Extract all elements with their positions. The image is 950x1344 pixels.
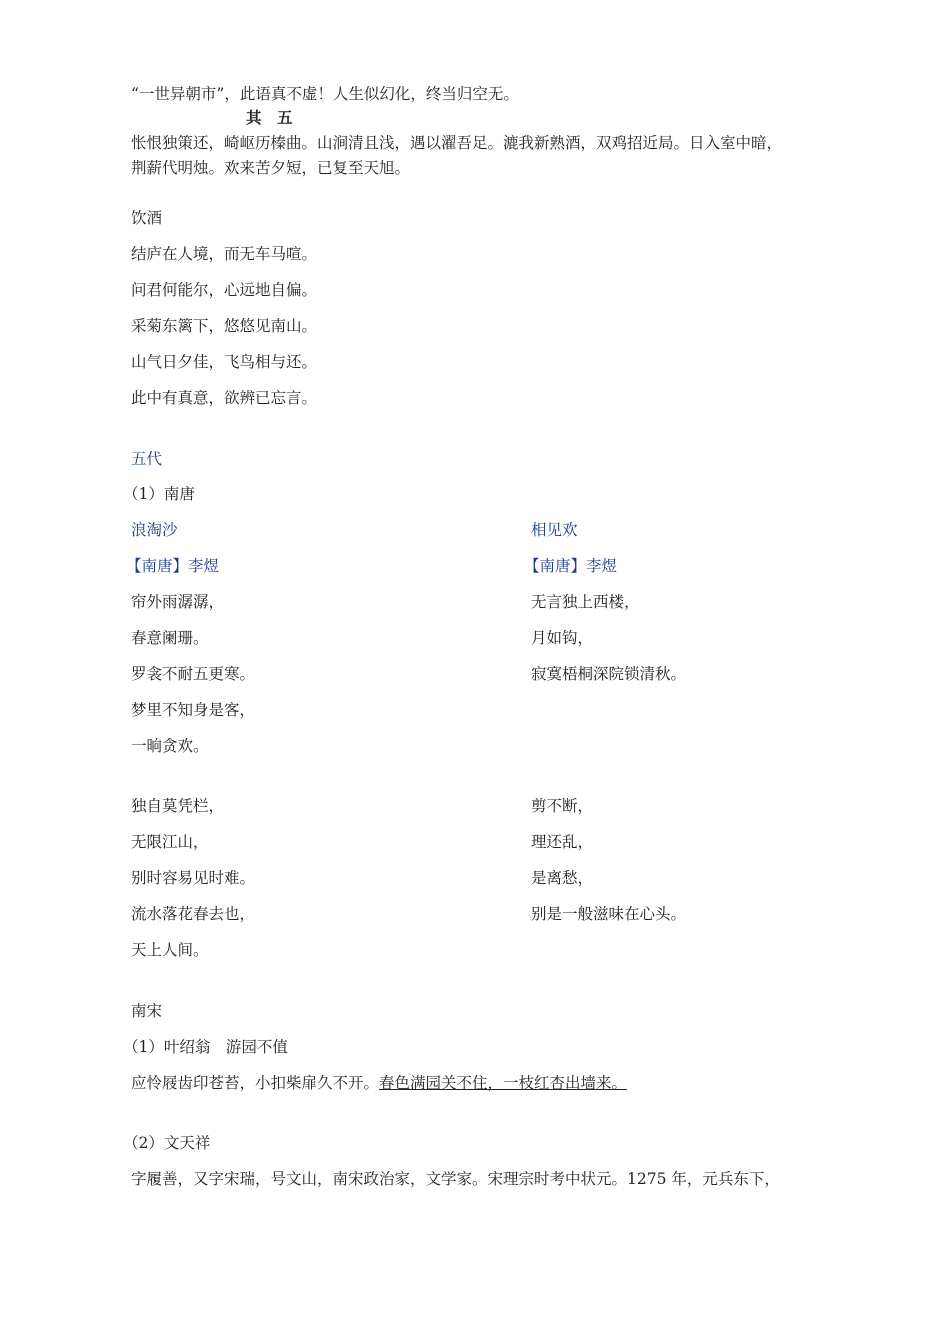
poem-author: 【南唐】李煜 [524,557,618,575]
poem-line: “一世异朝市”，此语真不虚！人生似幻化，终当归空无。 [131,85,519,103]
poem-line: 一晌贪欢。 [131,737,209,755]
subsection-heading: （1）叶绍翁 游园不值 [123,1038,288,1056]
poem-line: 无限江山， [131,833,209,851]
poem-line [131,1073,627,1093]
poem-text: 应怜屐齿印苍苔，小扣柴扉久不开。 [131,1074,380,1092]
underlined-poem-text: 春色满园关不住，一枝红杏出墙来。 [379,1074,628,1092]
poem-line: 结庐在人境，而无车马喧。 [131,245,318,263]
poem-line: 别时容易见时难。 [131,869,256,887]
poem-line: 怅恨独策还，崎岖历榛曲。山涧清且浅，遇以濯吾足。漉我新熟酒，双鸡招近局。日入室中暗， [131,134,783,152]
section-heading: 南宋 [131,1002,163,1020]
poem-line: 是离愁， [531,869,594,887]
poem-line: 理还乱， [531,833,594,851]
poem-line: 梦里不知身是客， [131,701,256,719]
poem-line: 荆薪代明烛。欢来苦夕短，已复至天旭。 [131,159,411,177]
poem-line: 采菊东篱下，悠悠见南山。 [131,317,318,335]
subsection-heading: （1）南唐 [123,485,195,503]
poem-line: 春意阑珊。 [131,629,209,647]
poem-line: 寂寞梧桐深院锁清秋。 [531,665,687,683]
poem-line: 天上人间。 [131,941,209,959]
paragraph: 字履善，又字宋瑞，号文山，南宋政治家，文学家。宋理宗时考中状元。1275 年，元兵东下， [131,1170,780,1188]
poem-line: 无言独上西楼， [531,593,640,611]
poem-line: 别是一般滋味在心头。 [531,905,687,923]
poem-line: 流水落花春去也， [131,905,256,923]
poem-line: 剪不断， [531,797,594,815]
poem-line: 独自莫凭栏， [131,797,225,815]
poem-title: 饮酒 [131,209,163,227]
poem-line: 此中有真意，欲辨已忘言。 [131,389,318,407]
poem-line: 帘外雨潺潺， [131,593,225,611]
poem-line: 月如钩， [531,629,594,647]
poem-title: 相见欢 [531,521,578,539]
subsection-heading: （2）文天祥 [123,1134,211,1152]
poem-title: 浪淘沙 [131,521,178,539]
poem-line: 问君何能尔，心远地自偏。 [131,281,318,299]
section-heading: 其 五 [246,108,293,127]
poem-author: 【南唐】李煜 [126,557,220,575]
poem-line: 罗衾不耐五更寒。 [131,665,256,683]
section-heading: 五代 [131,450,163,468]
poem-line: 山气日夕佳，飞鸟相与还。 [131,353,318,371]
